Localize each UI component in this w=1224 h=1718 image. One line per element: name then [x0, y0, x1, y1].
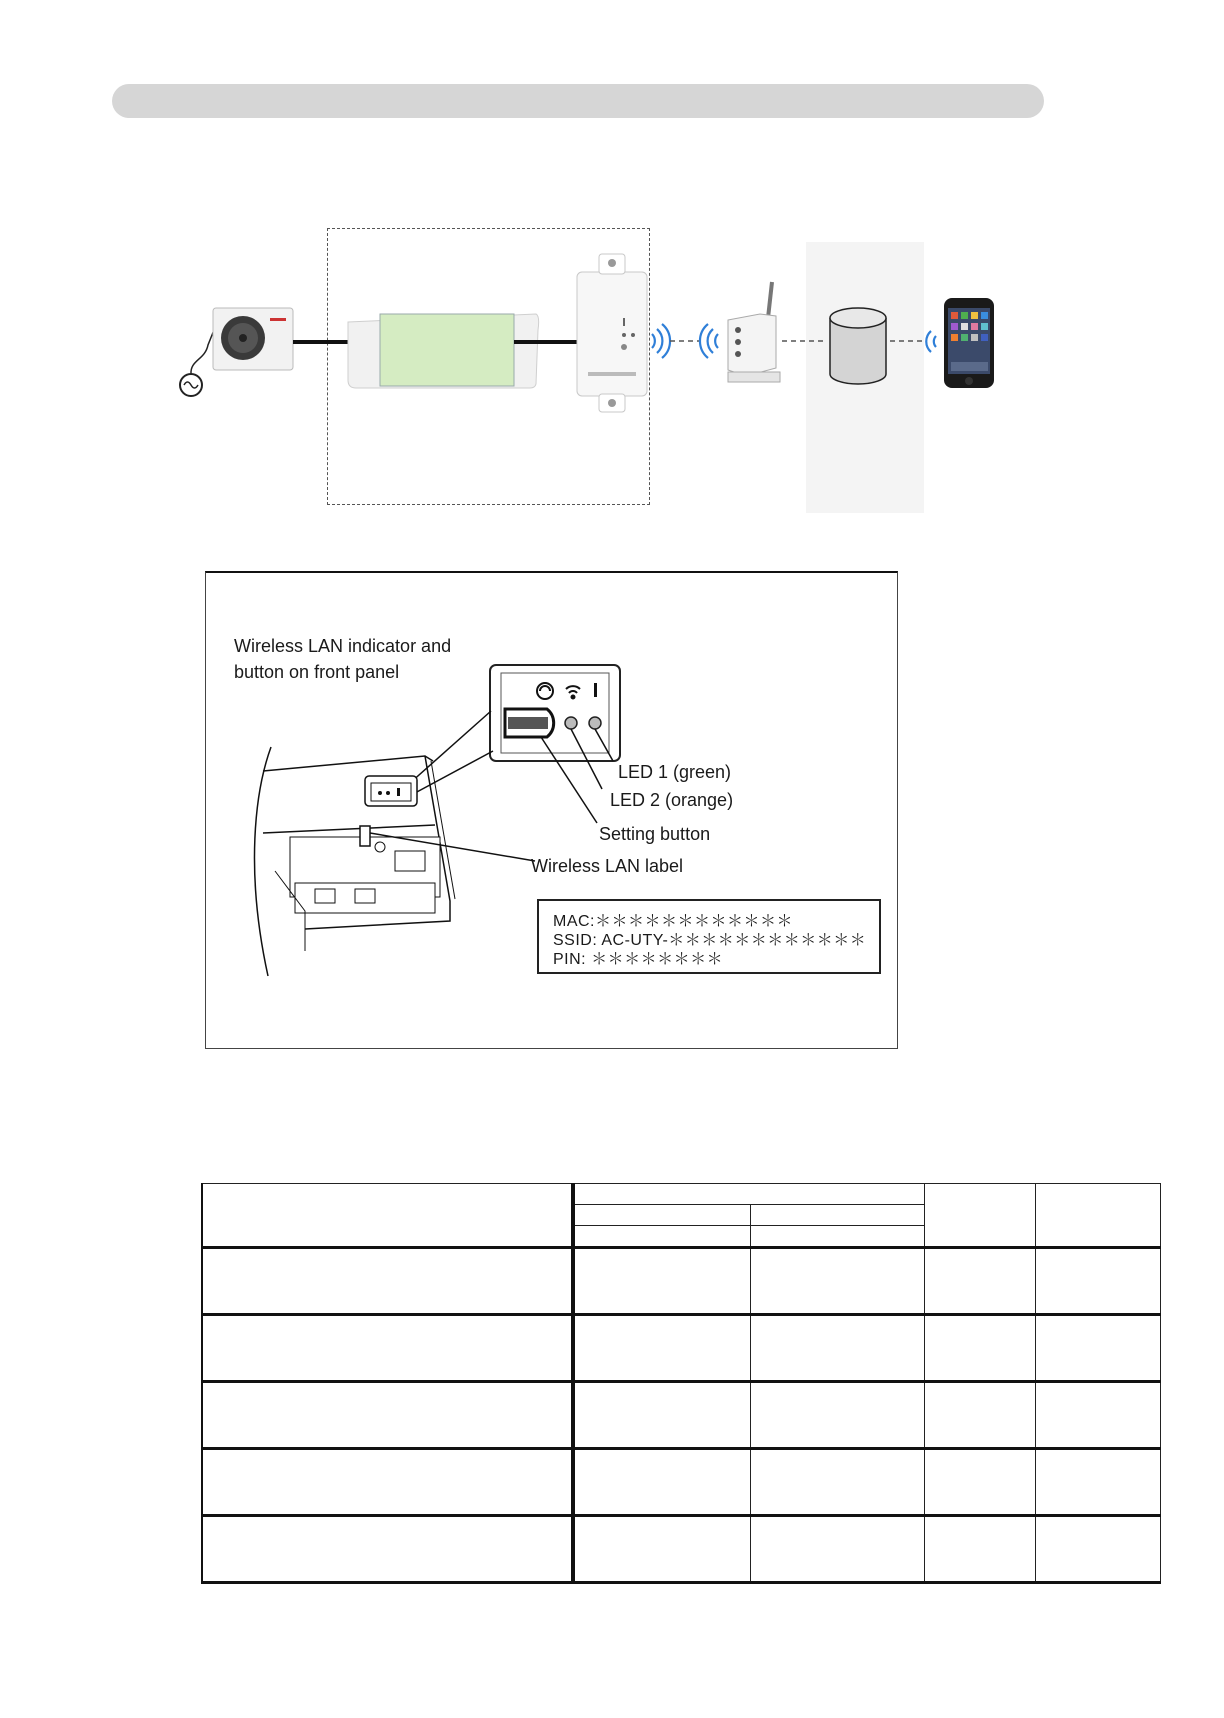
header-cell — [750, 1205, 924, 1226]
front-panel-illustration — [205, 571, 898, 1049]
smartphone-icon — [944, 298, 994, 388]
wifi-signal-icon — [652, 324, 670, 358]
callout-title-line2: button on front panel — [234, 662, 400, 682]
indoor-unit-icon — [348, 314, 539, 388]
header-cell — [750, 1226, 924, 1248]
led1-label: LED 1 (green) — [618, 762, 732, 782]
mac-line: MAC:＊＊＊＊＊＊＊＊＊＊＊＊ — [553, 913, 794, 930]
wireless-adapter-icon — [577, 254, 647, 412]
led2-label: LED 2 (orange) — [610, 790, 734, 810]
system-diagram — [0, 0, 1224, 560]
wireless-lan-label-card — [537, 899, 881, 974]
table-row — [202, 1248, 1161, 1315]
header-cell — [1035, 1184, 1160, 1248]
wifi-signal-icon — [700, 324, 718, 358]
led-2 — [565, 717, 577, 729]
callout-title-line1: Wireless LAN indicator and — [234, 636, 452, 656]
table-row — [202, 1315, 1161, 1382]
outdoor-unit-icon — [213, 308, 293, 370]
wifi-signal-icon — [926, 331, 936, 352]
table-row — [202, 1516, 1161, 1583]
power-indicator-icon — [594, 683, 597, 697]
led-1 — [589, 717, 601, 729]
spec-table — [201, 1183, 1161, 1584]
cloud-server-icon — [830, 308, 886, 384]
ssid-line: SSID: AC-UTY-＊＊＊＊＊＊＊＊＊＊＊＊ — [553, 932, 867, 949]
wireless-lan-label-caption: Wireless LAN label — [531, 856, 684, 876]
header-cell — [573, 1226, 751, 1248]
header-cell — [573, 1205, 751, 1226]
pin-line: PIN: ＊＊＊＊＊＊＊＊ — [553, 951, 724, 968]
table-row — [202, 1382, 1161, 1449]
header-cell — [924, 1184, 1035, 1248]
setting-button-label: Setting button — [599, 824, 711, 844]
header-cell — [573, 1184, 924, 1205]
power-source-icon — [180, 330, 214, 396]
table-row — [202, 1449, 1161, 1516]
router-icon — [728, 282, 780, 382]
header-cell — [202, 1184, 573, 1248]
